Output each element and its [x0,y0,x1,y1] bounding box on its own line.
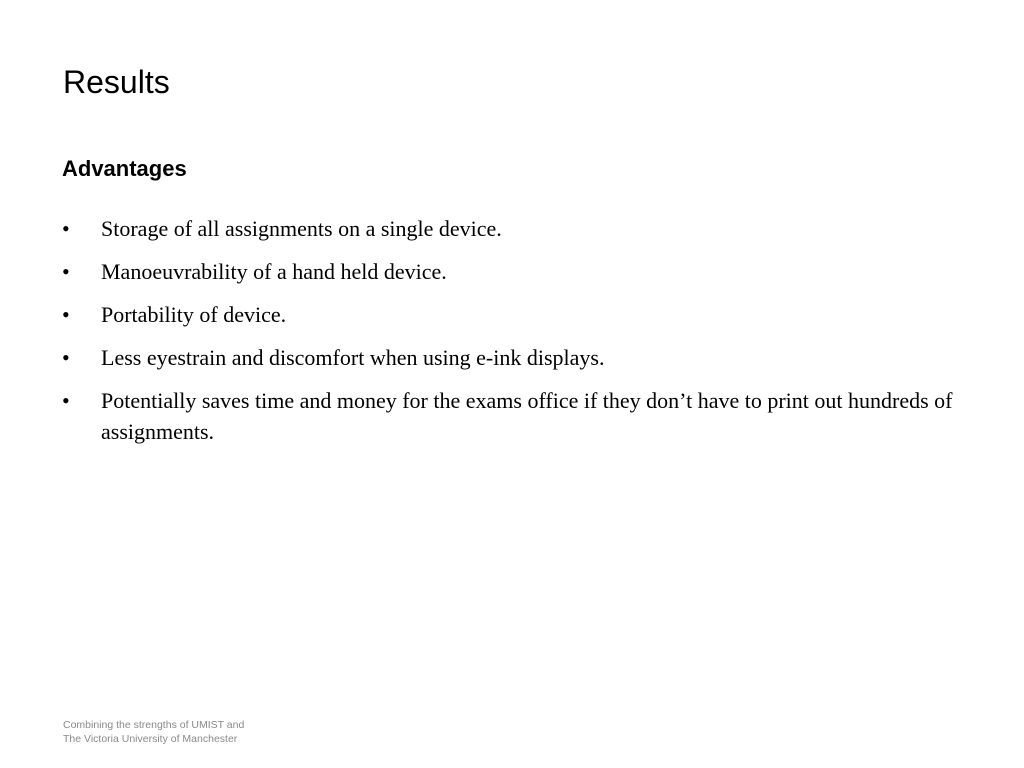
bullet-text: Less eyestrain and discomfort when using e-ink displays. [101,345,605,370]
bullet-text: Potentially saves time and money for the exams office if they don’t have to print out hundreds of assignments. [101,388,953,444]
bullet-text: Storage of all assignments on a single device. [101,216,502,241]
list-item [62,256,962,287]
footer-line-2: The Victoria University of Manchester [63,733,238,745]
list-item [62,213,962,244]
bullet-icon: • [62,388,70,413]
footer-line-1: Combining the strengths of UMIST and [63,719,245,731]
slide-subtitle: Advantages [62,156,187,181]
list-item [62,299,962,330]
bullet-text: Portability of device. [101,302,287,327]
list-item [62,385,962,447]
bullet-icon: • [62,345,70,370]
bullet-icon: • [62,216,70,241]
bullet-icon: • [62,259,70,284]
list-item [62,342,962,373]
slide-title: Results [63,64,170,100]
bullet-icon: • [62,302,70,327]
slide-footer [63,718,244,746]
bullet-text: Manoeuvrability of a hand held device. [101,259,447,284]
bullet-list [62,213,962,459]
